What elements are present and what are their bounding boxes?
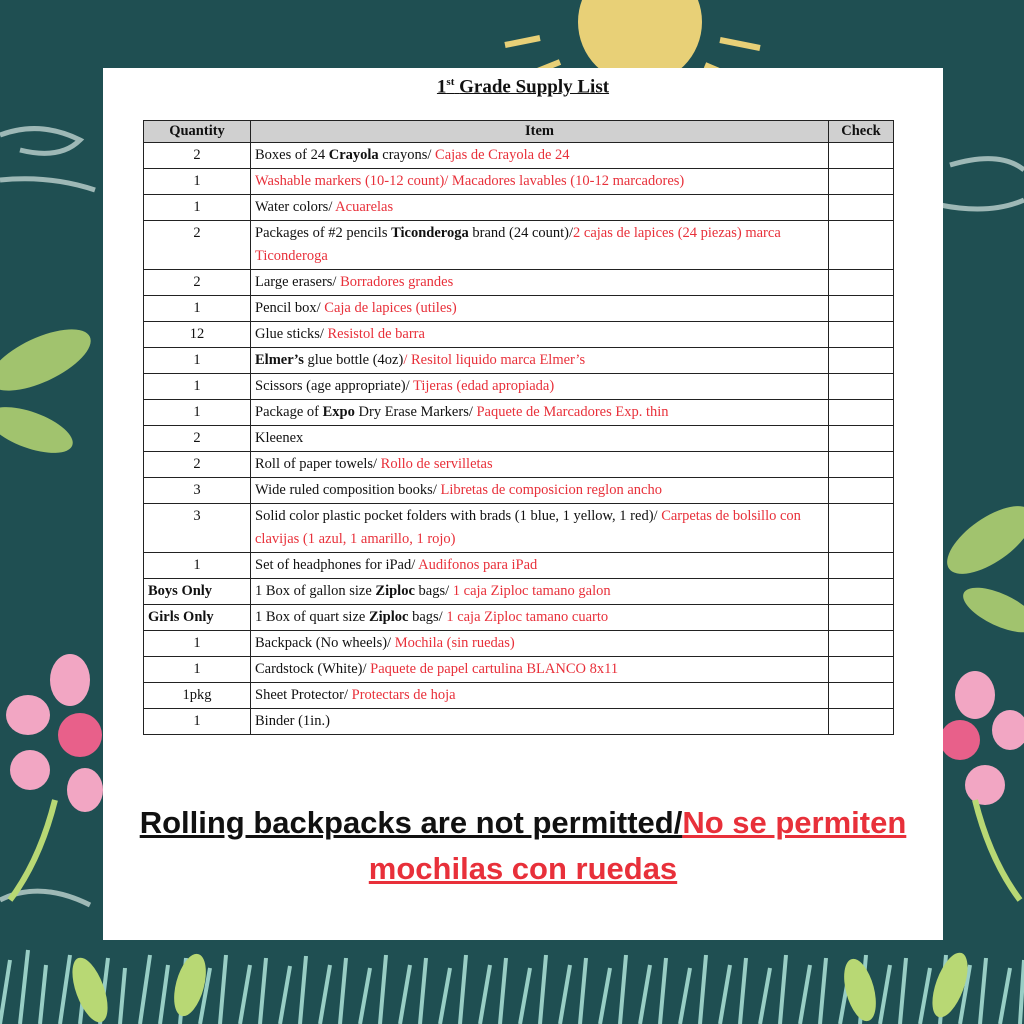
- table-row: [144, 374, 894, 400]
- check-cell: [829, 709, 894, 735]
- table-row: [144, 195, 894, 221]
- rolling-backpack-notice: [103, 800, 943, 892]
- table-row: [144, 296, 894, 322]
- spanish-text: / Resitol liquido marca Elmer’s: [403, 352, 586, 368]
- item-text: Wide ruled composition books/: [255, 482, 441, 498]
- spanish-text: Libretas de composicion reglon ancho: [440, 482, 662, 498]
- spanish-text: Carpetas de bolsillo con clavijas (1 azul, 1 amarillo, 1 rojo): [255, 508, 801, 547]
- check-cell: [829, 195, 894, 221]
- item-text: Ticonderoga: [391, 225, 469, 241]
- item-cell: [251, 504, 829, 553]
- item-text: Water colors/: [255, 199, 336, 215]
- quantity-cell: 1pkg: [144, 683, 251, 709]
- check-cell: [829, 579, 894, 605]
- check-cell: [829, 143, 894, 169]
- table-row: [144, 683, 894, 709]
- item-text: 1 Box of gallon size: [255, 583, 376, 599]
- item-text: Backpack (No wheels)/: [255, 635, 395, 651]
- table-row: [144, 169, 894, 195]
- check-cell: [829, 169, 894, 195]
- item-text: Ziploc: [368, 609, 409, 625]
- quantity-cell: 2: [144, 270, 251, 296]
- check-cell: [829, 426, 894, 452]
- item-cell: [251, 400, 829, 426]
- check-cell: [829, 553, 894, 579]
- item-cell: [251, 579, 829, 605]
- item-cell: [251, 322, 829, 348]
- table-row: [144, 478, 894, 504]
- item-text: Large erasers/: [255, 274, 341, 290]
- supply-list-page: [103, 68, 943, 940]
- item-text: Sheet Protector/: [255, 687, 352, 703]
- quantity-cell: 3: [144, 478, 251, 504]
- item-text: Ziploc: [375, 583, 415, 599]
- table-row: [144, 631, 894, 657]
- item-cell: [251, 452, 829, 478]
- item-cell: [251, 169, 829, 195]
- item-text: Scissors (age appropriate)/: [255, 378, 413, 394]
- table-row: [144, 452, 894, 478]
- quantity-cell: 2: [144, 452, 251, 478]
- check-cell: [829, 657, 894, 683]
- item-cell: [251, 426, 829, 452]
- check-cell: [829, 348, 894, 374]
- quantity-cell: 1: [144, 169, 251, 195]
- item-cell: [251, 374, 829, 400]
- table-row: [144, 426, 894, 452]
- quantity-cell: Girls Only: [144, 605, 251, 631]
- table-row: [144, 657, 894, 683]
- check-cell: [829, 270, 894, 296]
- table-header-row: [144, 121, 894, 143]
- item-text: 1 Box of quart size: [255, 609, 369, 625]
- quantity-cell: 1: [144, 195, 251, 221]
- item-cell: [251, 553, 829, 579]
- header-quantity: Quantity: [144, 121, 251, 143]
- item-text: Expo: [322, 404, 355, 420]
- table-row: [144, 605, 894, 631]
- check-cell: [829, 605, 894, 631]
- quantity-cell: 1: [144, 553, 251, 579]
- spanish-text: Mochila (sin ruedas): [394, 635, 515, 651]
- check-cell: [829, 504, 894, 553]
- table-row: [144, 322, 894, 348]
- spanish-text: Protectars de hoja: [351, 687, 456, 703]
- item-cell: [251, 195, 829, 221]
- item-text: Dry Erase Markers/: [354, 404, 477, 420]
- check-cell: [829, 221, 894, 270]
- quantity-cell: 1: [144, 709, 251, 735]
- item-text: Solid color plastic pocket folders with brads (1 blue, 1 yellow, 1 red)/: [255, 508, 662, 524]
- item-cell: [251, 270, 829, 296]
- item-text: Packages of #2 pencils: [255, 225, 392, 241]
- check-cell: [829, 683, 894, 709]
- item-text: Package of: [255, 404, 323, 420]
- quantity-cell: 1: [144, 374, 251, 400]
- spanish-text: 1 caja Ziploc tamano galon: [452, 583, 611, 599]
- quantity-cell: 12: [144, 322, 251, 348]
- item-cell: [251, 221, 829, 270]
- quantity-cell: 2: [144, 426, 251, 452]
- item-text: Kleenex: [255, 430, 304, 446]
- check-cell: [829, 478, 894, 504]
- item-cell: [251, 605, 829, 631]
- check-cell: [829, 296, 894, 322]
- spanish-text: Tijeras (edad apropiada): [412, 378, 555, 394]
- check-cell: [829, 631, 894, 657]
- item-cell: [251, 296, 829, 322]
- quantity-cell: Boys Only: [144, 579, 251, 605]
- quantity-cell: 3: [144, 504, 251, 553]
- spanish-text: Cajas de Crayola de 24: [435, 147, 570, 163]
- spanish-text: 1 caja Ziploc tamano cuarto: [446, 609, 609, 625]
- item-text: Elmer’s: [255, 352, 304, 368]
- spanish-text: Paquete de Marcadores Exp. thin: [476, 404, 669, 420]
- table-row: [144, 504, 894, 553]
- table-body: [144, 143, 894, 735]
- quantity-cell: 1: [144, 400, 251, 426]
- item-cell: [251, 478, 829, 504]
- item-text: brand (24 count)/: [468, 225, 574, 241]
- notice-english: Rolling backpacks are not permitted/: [139, 805, 683, 840]
- spanish-text: Caja de lapices (utiles): [324, 300, 457, 316]
- quantity-cell: 2: [144, 143, 251, 169]
- check-cell: [829, 322, 894, 348]
- notice-spanish: No se permiten mochilas con ruedas: [368, 805, 907, 886]
- spanish-text: Rollo de servilletas: [380, 456, 493, 472]
- table-row: [144, 348, 894, 374]
- item-cell: [251, 631, 829, 657]
- item-text: Pencil box/: [255, 300, 325, 316]
- item-text: Cardstock (White)/: [255, 661, 371, 677]
- header-check: Check: [829, 121, 894, 143]
- spanish-text: Borradores grandes: [340, 274, 454, 290]
- item-cell: [251, 143, 829, 169]
- check-cell: [829, 374, 894, 400]
- item-text: Set of headphones for iPad/: [255, 557, 419, 573]
- item-text: Binder (1in.): [255, 713, 330, 729]
- header-item: Item: [251, 121, 829, 143]
- table-row: [144, 270, 894, 296]
- spanish-text: Washable markers (10-12 count)/ Macadores lavables (10-12 marcadores): [255, 173, 685, 189]
- item-text: bags/: [408, 609, 447, 625]
- page-title: 1st Grade Supply List: [436, 76, 610, 98]
- item-text: bags/: [414, 583, 453, 599]
- item-text: Roll of paper towels/: [255, 456, 381, 472]
- item-text: crayons/: [378, 147, 436, 163]
- item-cell: [251, 657, 829, 683]
- table-row: [144, 400, 894, 426]
- check-cell: [829, 452, 894, 478]
- item-text: Boxes of 24: [255, 147, 329, 163]
- table-row: [144, 709, 894, 735]
- quantity-cell: 2: [144, 221, 251, 270]
- item-text: Glue sticks/: [255, 326, 328, 342]
- table-row: [144, 579, 894, 605]
- table-row: [144, 221, 894, 270]
- quantity-cell: 1: [144, 657, 251, 683]
- quantity-cell: 1: [144, 296, 251, 322]
- spanish-text: Resistol de barra: [327, 326, 425, 342]
- quantity-cell: 1: [144, 348, 251, 374]
- table-row: [144, 553, 894, 579]
- item-cell: [251, 709, 829, 735]
- spanish-text: Acuarelas: [335, 199, 394, 215]
- supply-table: [143, 120, 894, 735]
- spanish-text: Paquete de papel cartulina BLANCO 8x11: [370, 661, 619, 677]
- item-cell: [251, 348, 829, 374]
- table-row: [144, 143, 894, 169]
- item-cell: [251, 683, 829, 709]
- spanish-text: 2 cajas de lapices (24 piezas) marca Ticonderoga: [255, 225, 781, 264]
- spanish-text: Audifonos para iPad: [418, 557, 538, 573]
- quantity-cell: 1: [144, 631, 251, 657]
- item-text: Crayola: [328, 147, 379, 163]
- item-text: glue bottle (4oz): [303, 352, 404, 368]
- check-cell: [829, 400, 894, 426]
